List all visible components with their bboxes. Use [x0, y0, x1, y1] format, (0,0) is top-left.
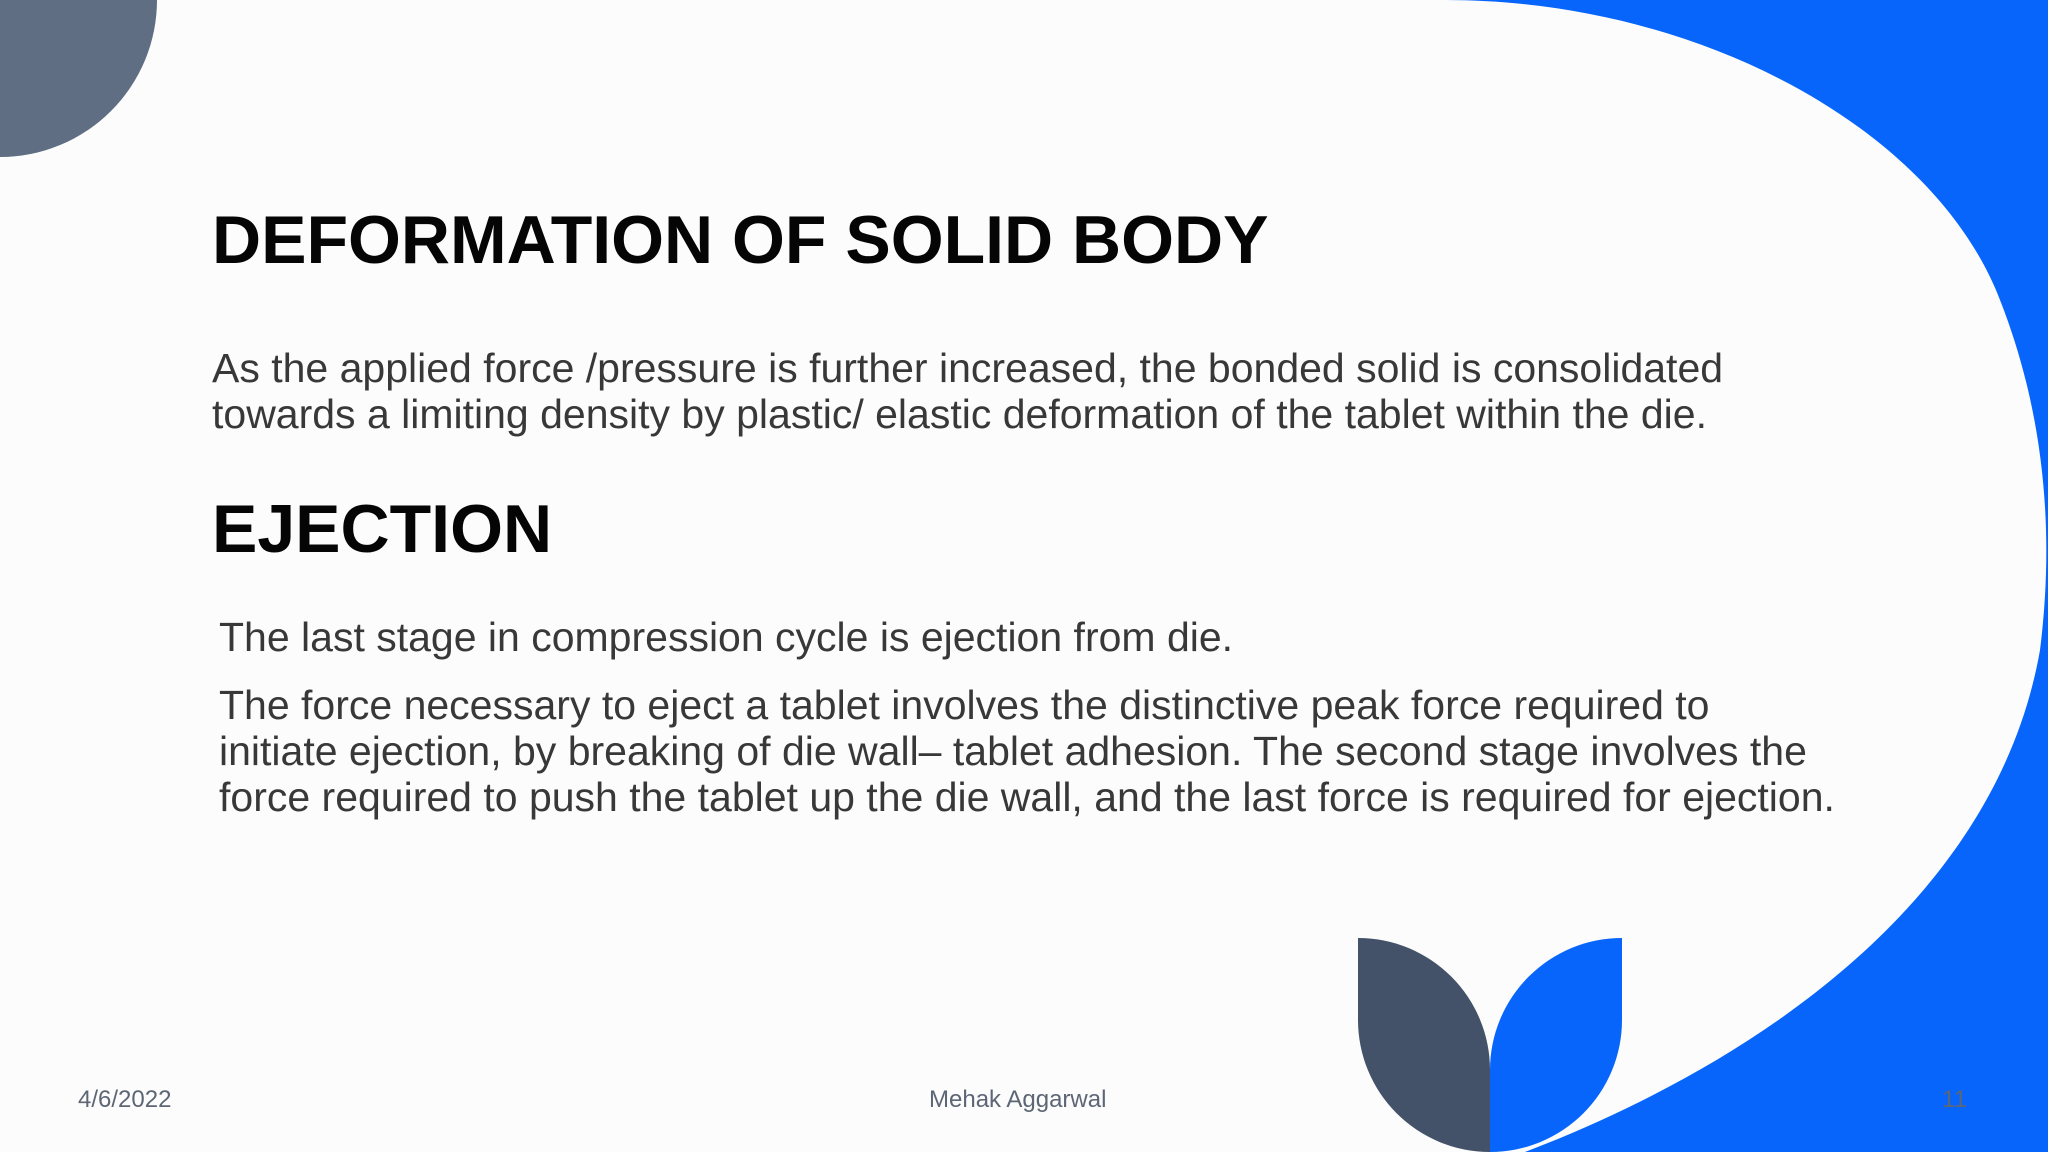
- section-heading-ejection: EJECTION: [212, 491, 553, 567]
- footer-page-number: 11: [1942, 1086, 1967, 1113]
- footer-author: Mehak Aggarwal: [929, 1086, 1107, 1113]
- dark-leaf-petal: [1358, 938, 1490, 1152]
- section-heading-deformation: DEFORMATION OF SOLID BODY: [212, 202, 1269, 278]
- ejection-paragraph-1: The last stage in compression cycle is ejection from die.: [219, 614, 1234, 660]
- ejection-paragraph-2: The force necessary to eject a tablet involves the distinctive peak force required to initiate ejection, by breaking of die wall– tablet adhesion. The second stage involves the force required to push the tablet up the die wall, and the last force is required for ejection.: [219, 682, 1835, 820]
- slate-quarter-circle: [0, 0, 157, 157]
- footer-date: 4/6/2022: [78, 1086, 172, 1113]
- deformation-paragraph: As the applied force /pressure is further increased, the bonded solid is consolidated towards a limiting density by plastic/ elastic deformation of the tablet within the die.: [212, 345, 1724, 437]
